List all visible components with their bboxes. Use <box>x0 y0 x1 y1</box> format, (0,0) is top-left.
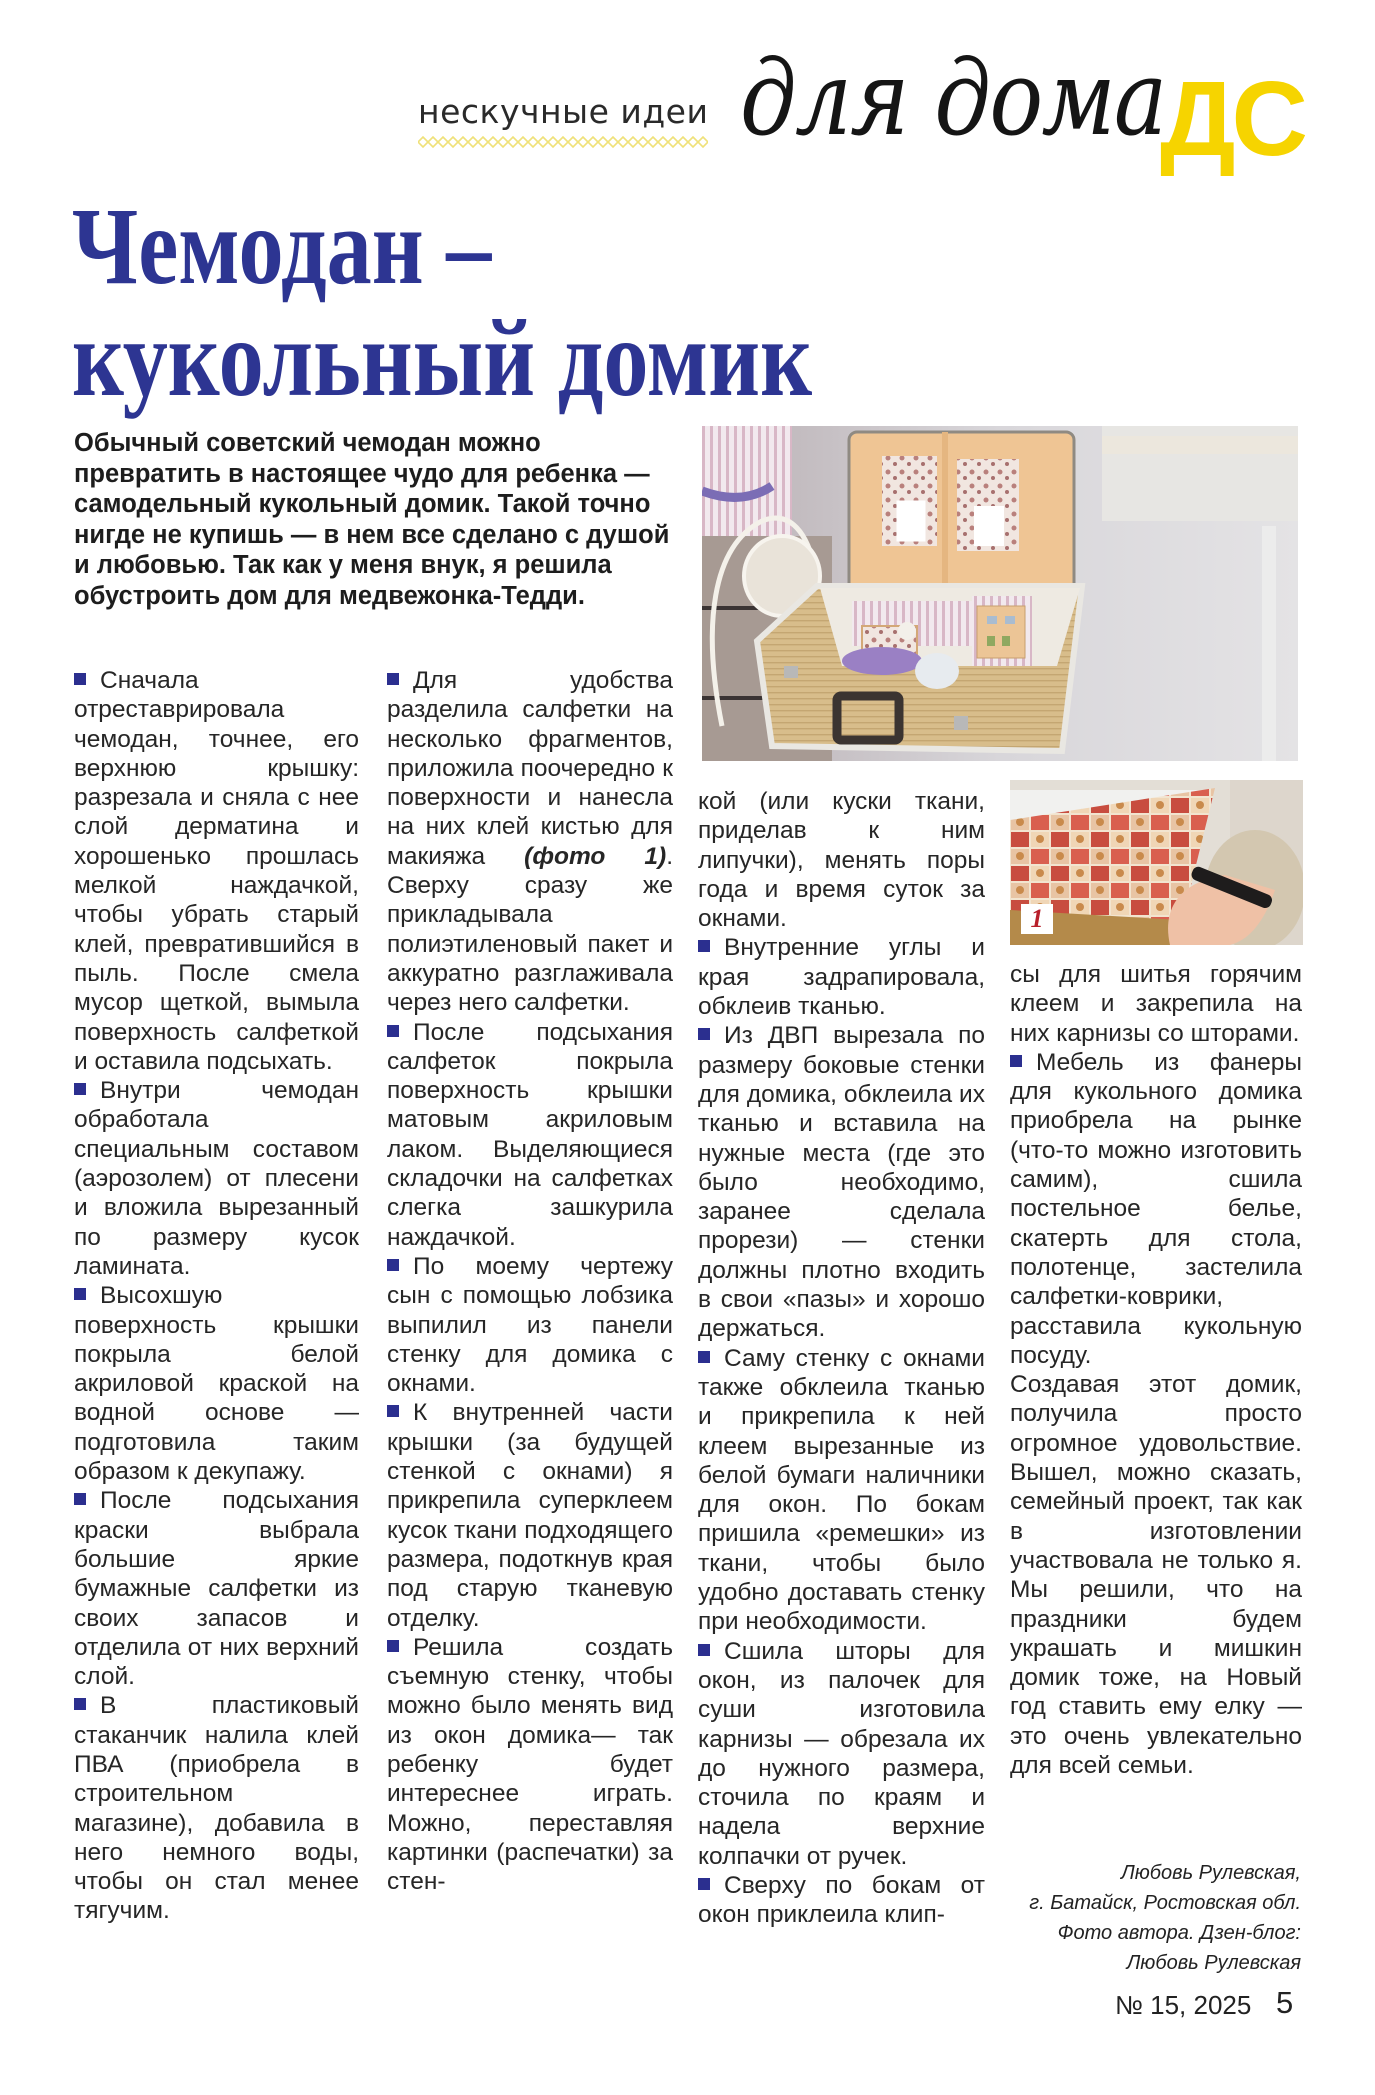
paragraph: Из ДВП вырезала по размеру боковые стенки для домика, обклеила их тканью и вставила на нужные места (где это было необходимо, заранее сделала прорези) — стенки должны плотно входить в свои «пазы» и хорошо держаться. <box>698 1022 985 1343</box>
bullet-square-icon <box>698 1351 710 1363</box>
page-number: 5 <box>1276 1985 1294 2020</box>
author-signature <box>1029 1858 1301 1978</box>
paragraph: В пластиковый стаканчик налила клей ПВА (приобрела в строительном магазине), добавила в него немного воды, чтобы он стал менее тягучим. <box>74 1692 359 1925</box>
photo-1-decoupage <box>1010 780 1303 945</box>
photo-reference: (фото 1) <box>524 842 667 870</box>
bullet-square-icon <box>74 673 86 685</box>
article-headline <box>72 185 813 419</box>
bullet-square-icon <box>698 1878 710 1890</box>
bullet-square-icon <box>387 673 399 685</box>
paragraph: Саму стенку с окнами также обклеила тканью и прикрепила к ней клеем вырезанные из белой бумаги наличники для окон. По бокам пришила «ремешки» из ткани, чтобы было удобно доставать стенку при необходимости. <box>698 1344 985 1636</box>
magazine-logo: ДС <box>1160 60 1305 178</box>
bullet-square-icon <box>698 1028 710 1040</box>
rubric-zigzag-decoration <box>418 136 708 148</box>
bullet-square-icon <box>387 1259 399 1271</box>
text-column-2 <box>387 666 673 1896</box>
paragraph: По моему чертежу сын с помощью лобзика выпилил из панели стенку для домика с окнами. <box>387 1252 673 1398</box>
bullet-square-icon <box>387 1640 399 1652</box>
paragraph: Для удобства разделила салфетки на несколько фрагментов, приложила поочередно к поверхности и нанесла на них клей кистью для макияжа (фото 1). Сверху сразу же прикладывала полиэтиленовый пакет и аккуратно разглаживала через него салфетки. <box>387 667 673 1017</box>
paragraph: Мебель из фанеры для кукольного домика приобрела на рынке (что-то можно изготовить самим), сшила постельное белье, скатерть для стола, полотенце, застелила салфетки-коврики, расставила кукольную посуду. <box>1010 1048 1302 1369</box>
bullet-square-icon <box>74 1083 86 1095</box>
bullet-square-icon <box>387 1405 399 1417</box>
author-name: Любовь Рулевская, <box>1121 1862 1301 1884</box>
photo-number-badge: 1 <box>1021 904 1053 934</box>
paragraph: После подсыхания салфеток покрыла поверхность крышки матовым акриловым лаком. Выделяющиеся складочки на салфетках слегка зашкурила наждачкой. <box>387 1018 673 1251</box>
article-lead: Обычный советский чемодан можно превратить в настоящее чудо для ребенка — самодельный кукольный домик. Такой точно нигде не купишь — в нем все сделано с душой и любовью. Так как у меня внук, я решила обустроить дом для медвежонка-Тедди. <box>74 429 670 610</box>
photo-suitcase-dollhouse <box>702 426 1298 761</box>
paragraph: Решила создать съемную стенку, чтобы можно было менять вид из окон домика— так ребенку будет интереснее играть. Можно, переставляя картинки (распечатки) за стен- <box>387 1633 673 1896</box>
bullet-square-icon <box>698 1644 710 1656</box>
paragraph: Внутри чемодан обработала специальным составом (аэрозолем) от плесени и вложила вырезанный по размеру кусок ламината. <box>74 1077 359 1280</box>
issue-number: № 15, 2025 <box>1115 1990 1252 2020</box>
paragraph-closing: Создавая этот домик, получила просто огромное удовольствие. Вышел, можно сказать, семейный проект, так как в изготовлении участвовала не только я. Мы решили, что на праздники будем украшать и мишкин домик тоже, на Новый год ставить ему елку — это очень увлекательно для всей семьи. <box>1010 1371 1302 1780</box>
paragraph: Внутренние углы и края задрапировала, обклеив тканью. <box>698 934 985 1021</box>
paragraph: Высохшую поверхность крышки покрыла белой акриловой краской на водной основе — подготовила таким образом к декупажу. <box>74 1282 359 1486</box>
bullet-square-icon <box>698 940 710 952</box>
paragraph: Сверху по бокам от окон приклеила клип- <box>698 1871 985 1929</box>
headline-line-1: Чемодан – <box>72 185 492 307</box>
photo-credit: Фото автора. Дзен-блог: <box>1057 1922 1301 1944</box>
bullet-square-icon <box>1010 1055 1022 1067</box>
suitcase-dollhouse-illustration <box>702 426 1298 761</box>
bullet-square-icon <box>74 1698 86 1710</box>
paragraph: К внутренней части крышки (за будущей стенкой с окнами) я прикрепила суперклеем кусок ткани подходящего размера, подоткнув края под старую тканевую отделку. <box>387 1399 673 1632</box>
headline-line-2: кукольный домик <box>72 297 813 419</box>
paragraph: Сначала отреставрировала чемодан, точнее, его верхнюю крышку: разрезала и сняла с нее слой дерматина и хорошенько прошлась мелкой наждачкой, чтобы убрать старый клей, превратившийся в пыль. После смела мусор щеткой, вымыла поверхность салфеткой и оставила подсыхать. <box>74 667 359 1075</box>
paragraph-continued: сы для шитья горячим клеем и закрепила на них карнизы со шторами. <box>1010 961 1302 1047</box>
text-column-4 <box>1010 960 1302 1780</box>
paragraph: После подсыхания краски выбрала большие яркие бумажные салфетки из своих запасов и отделила от них верхний слой. <box>74 1487 359 1691</box>
decoupage-process-illustration <box>1010 780 1303 945</box>
author-location: г. Батайск, Ростовская обл. <box>1029 1892 1301 1914</box>
section-title: для дома <box>740 37 1166 159</box>
bullet-square-icon <box>387 1025 399 1037</box>
bullet-square-icon <box>74 1493 86 1505</box>
bullet-square-icon <box>74 1288 86 1300</box>
rubric-label: нескучные идеи <box>418 92 709 131</box>
text-column-3 <box>698 787 985 1930</box>
blog-name: Любовь Рулевская <box>1126 1952 1301 1974</box>
paragraph-continued: кой (или куски ткани, приделав к ним липучки), менять поры года и время суток за окнами. <box>698 788 985 933</box>
text-column-1 <box>74 666 359 1926</box>
paragraph: Сшила шторы для окон, из палочек для суши изготовила карнизы — обрезала их до нужного размера, сточила по краям и надела верхние колпачки от ручек. <box>698 1637 985 1870</box>
